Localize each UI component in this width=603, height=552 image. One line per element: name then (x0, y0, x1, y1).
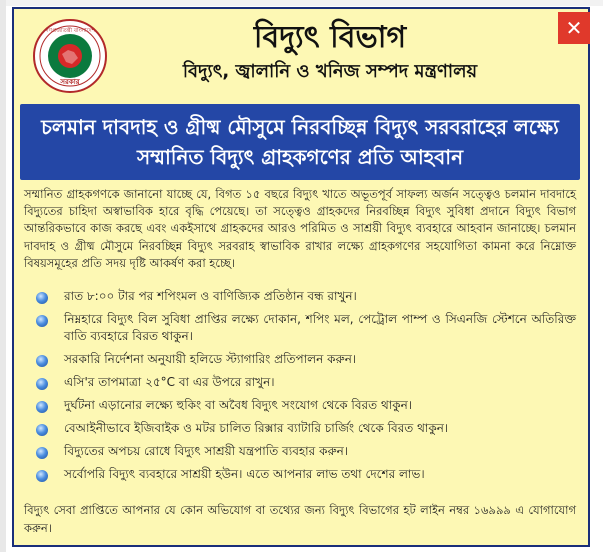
advice-list (24, 288, 576, 489)
list-item-text: দুর্ঘটনা এড়ানোর লক্ষ্যে হুকিং বা অবৈধ বিদ্যুৎ সংযোগ থেকে বিরত থাকুন। (64, 398, 413, 412)
hotline-footer: বিদ্যুৎ সেবা প্রাপ্তিতে আপনার যে কোন অভিযোগ বা তথ্যের জন্য বিদ্যুৎ বিভাগের হট লাইন নম্বর ১৬৯৯৯ এ যোগাযোগ করুন। (24, 503, 576, 535)
list-item-text: রাত ৮:০০ টার পর শপিংমল ও বাণিজ্যিক প্রতিষ্ঠান বন্ধ রাখুন। (64, 289, 357, 303)
left-edge (0, 0, 6, 552)
list-item (24, 311, 576, 345)
list-item-text: সরকারি নির্দেশনা অনুযায়ী হলিডে স্ট্যাগারিং প্রতিপালন করুন। (64, 352, 357, 366)
list-item (24, 288, 576, 305)
logo-text-bottom: সরকার (60, 78, 80, 86)
bangladesh-govt-seal-icon (32, 18, 108, 94)
list-item (24, 397, 576, 414)
list-item (24, 374, 576, 391)
intro-paragraph: সম্মানিত গ্রাহকগণকে জানানো যাচ্ছে যে, বিগত ১৫ বছরে বিদ্যুৎ খাতে অভূতপূর্ব সাফল্য অর্জন সত্ত্বেও চলমান দাবদাহে বিদ্যুতের চাহিদা অস্বাভাবিক হারে বৃদ্ধি পেয়েছে। তা সত্ত্বেও গ্রাহকদের নিরবচ্ছিন্ন বিদ্যুৎ সুবিধা প্রদানে বিদ্যুৎ বিভাগ আন্তরিকভাবে কাজ করছে এবং একইসাথে গ্রাহকদের আরও পরিমিত ও সাশ্রয়ী বিদ্যুৎ ব্যবহারে আহবান জানাচ্ছে। চলমান দাবদাহ ও গ্রীষ্ম মৌসুমে নিরবচ্ছিন্ন বিদ্যুৎ সরবরাহ স্বাভাবিক রাখার লক্ষ্যে গ্রাহকগণের সহযোগিতা কামনা করে নিম্নোক্ত বিষয়সমূহের প্রতি সদয় দৃষ্টি আকর্ষণ করা হচ্ছে। (24, 187, 576, 270)
banner-line-2: সম্মানিত বিদ্যুৎ গ্রাহকগণের প্রতি আহবান (136, 145, 464, 169)
blue-bullet-icon (36, 292, 48, 304)
close-button[interactable] (558, 12, 590, 44)
headline-banner (20, 104, 580, 180)
blue-bullet-icon (36, 401, 48, 413)
page-title: বিদ্যুৎ বিভাগ (253, 20, 407, 55)
logo-text-top: গণপ্রজাতন্ত্রী বাংলাদেশ (45, 28, 95, 34)
blue-bullet-icon (36, 424, 48, 436)
list-item-text: সর্বোপরি বিদ্যুৎ ব্যবহারে সাশ্রয়ী হউন। এতে আপনার লাভ তথা দেশের লাভ। (64, 467, 425, 481)
list-item (24, 443, 576, 460)
top-edge (0, 0, 603, 6)
list-item (24, 351, 576, 368)
banner-line-1: চলমান দাবদাহ ও গ্রীষ্ম মৌসুমে নিরবচ্ছিন্ন বিদ্যুৎ সরবরাহের লক্ষ্যে (41, 115, 559, 139)
list-item-text: বিদ্যুতের অপচয় রোধে বিদ্যুৎ সাশ্রয়ী যন্ত্রপাতি ব্যবহার করুন। (64, 444, 349, 458)
list-item-text: বেআইনীভাবে ইজিবাইক ও মটর চালিত রিক্সার ব্যাটারি চার্জিং থেকে বিরত থাকুন। (64, 421, 449, 435)
blue-bullet-icon (36, 447, 48, 459)
ministry-name: বিদ্যুৎ, জ্বালানি ও খনিজ সম্পদ মন্ত্রণালয় (182, 61, 478, 82)
list-item-text: এসি'র তাপমাত্রা ২৫°C বা এর উপরে রাখুন। (64, 375, 275, 389)
blue-bullet-icon (36, 378, 48, 390)
list-item (24, 420, 576, 437)
blue-bullet-icon (36, 315, 48, 327)
list-item-text: নিম্নহারে বিদ্যুৎ বিল সুবিধা প্রাপ্তির লক্ষ্যে দোকান, শপিং মল, পেট্রোল পাম্প ও সিএনজি স্টেশনে অতিরিক্ত বাতি ব্যবহারে বিরত থাকুন। (64, 312, 576, 343)
close-icon[interactable]: ✕ (565, 16, 583, 40)
blue-bullet-icon (36, 355, 48, 367)
blue-bullet-icon (36, 470, 48, 482)
list-item (24, 466, 576, 483)
